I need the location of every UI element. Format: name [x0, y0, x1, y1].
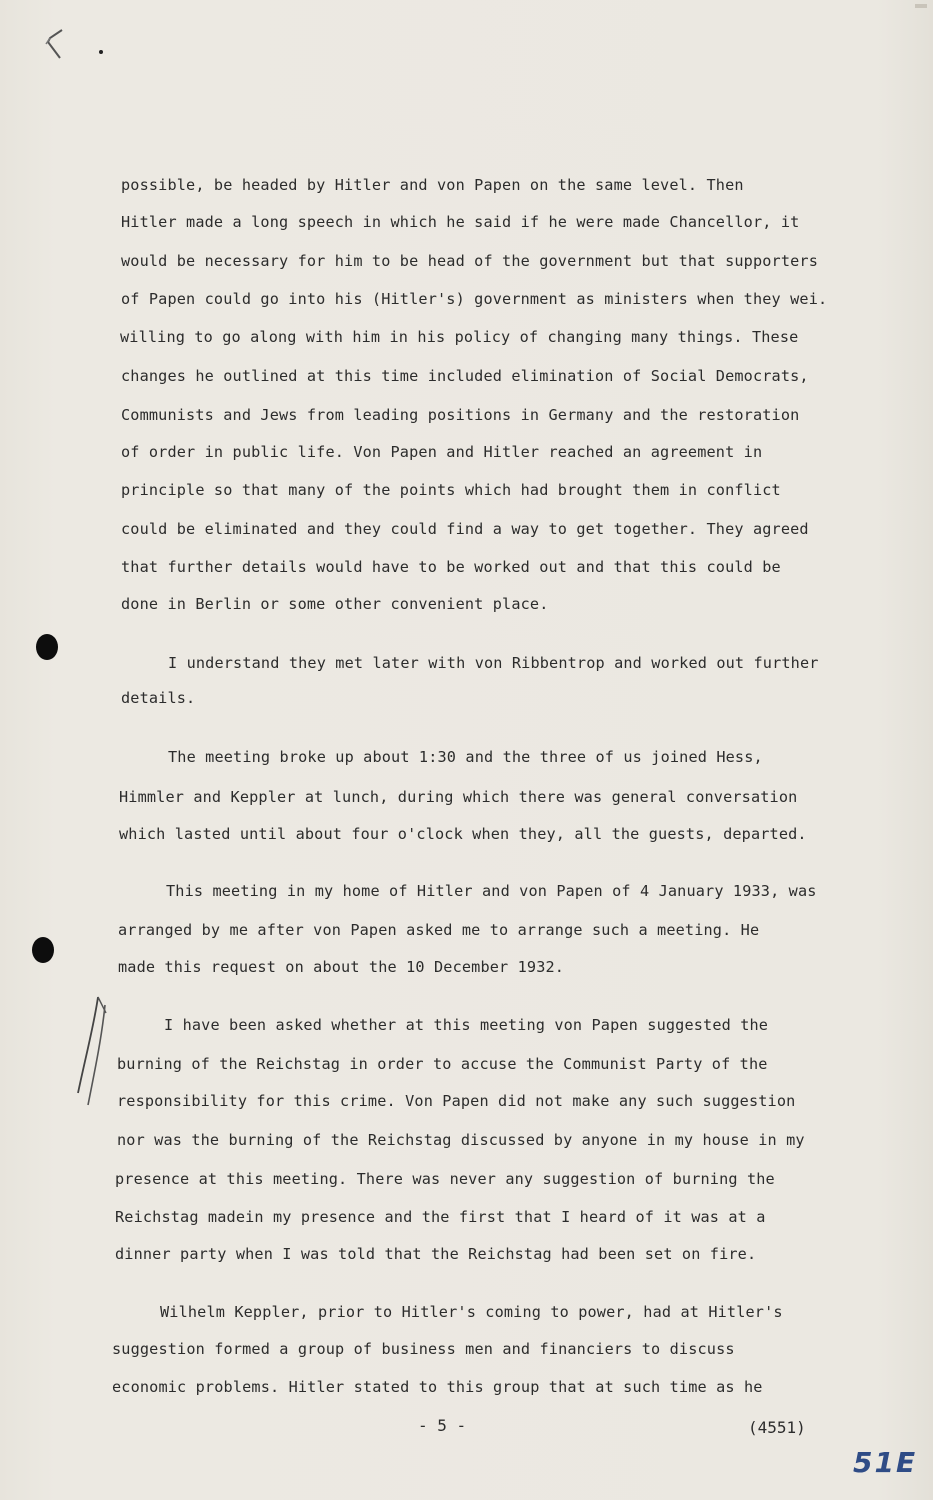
text-line: Communists and Jews from leading positions in Germany and the restoration — [121, 406, 800, 424]
text-line: of Papen could go into his (Hitler's) government as ministers when they wei. — [121, 290, 828, 308]
text-line: dinner party when I was told that the Reichstag had been set on fire. — [115, 1245, 757, 1263]
text-line: could be eliminated and they could find a way to get together. They agreed — [121, 520, 809, 538]
text-line: I understand they met later with von Ribbentrop and worked out further — [168, 654, 819, 672]
text-line: Hitler made a long speech in which he said if he were made Chancellor, it — [121, 213, 800, 231]
text-line: of order in public life. Von Papen and Hitler reached an agreement in — [121, 443, 763, 461]
exhibit-mark: 51E — [853, 1446, 918, 1479]
text-line: burning of the Reichstag in order to accuse the Communist Party of the — [117, 1055, 768, 1073]
text-line: suggestion formed a group of business men and financiers to discuss — [112, 1340, 735, 1358]
text-line: changes he outlined at this time included elimination of Social Democrats, — [121, 367, 809, 385]
text-line: presence at this meeting. There was never any suggestion of burning the — [115, 1170, 775, 1188]
text-line: which lasted until about four o'clock when they, all the guests, departed. — [119, 825, 807, 843]
text-line: would be necessary for him to be head of the government but that supporters — [121, 252, 819, 270]
text-line: done in Berlin or some other convenient place. — [121, 595, 549, 613]
text-line: responsibility for this crime. Von Papen did not make any such suggestion — [117, 1092, 796, 1110]
text-line: Himmler and Keppler at lunch, during which there was general conversation — [119, 788, 798, 806]
document-number: (4551) — [748, 1418, 806, 1437]
text-line: economic problems. Hitler stated to this group that at such time as he — [112, 1378, 763, 1396]
text-line: nor was the burning of the Reichstag discussed by anyone in my house in my — [117, 1131, 805, 1149]
text-line: I have been asked whether at this meeting von Papen suggested the — [164, 1016, 769, 1034]
page-number: - 5 - — [418, 1416, 467, 1435]
text-line: The meeting broke up about 1:30 and the three of us joined Hess, — [168, 748, 763, 766]
text-line: This meeting in my home of Hitler and von Papen of 4 January 1933, was — [166, 882, 817, 900]
text-line: willing to go along with him in his policy of changing many things. These — [120, 328, 799, 346]
text-line: possible, be headed by Hitler and von Papen on the same level. Then — [121, 176, 744, 194]
text-line: Wilhelm Keppler, prior to Hitler's coming to power, had at Hitler's — [160, 1303, 783, 1321]
staple-mark-icon — [42, 28, 72, 64]
text-line: that further details would have to be worked out and that this could be — [121, 558, 781, 576]
text-line: made this request on about the 10 December 1932. — [118, 958, 565, 976]
text-line: principle so that many of the points which had brought them in conflict — [121, 481, 781, 499]
punch-hole-icon — [36, 634, 58, 660]
text-line: Reichstag madein my presence and the first that I heard of it was at a — [115, 1208, 766, 1226]
text-line: details. — [121, 689, 196, 707]
paper-speck — [915, 4, 927, 8]
pencil-margin-mark-icon — [60, 995, 110, 1115]
text-line: arranged by me after von Papen asked me to arrange such a meeting. He — [118, 921, 760, 939]
punch-hole-icon — [32, 937, 54, 963]
ink-dot — [99, 50, 103, 54]
